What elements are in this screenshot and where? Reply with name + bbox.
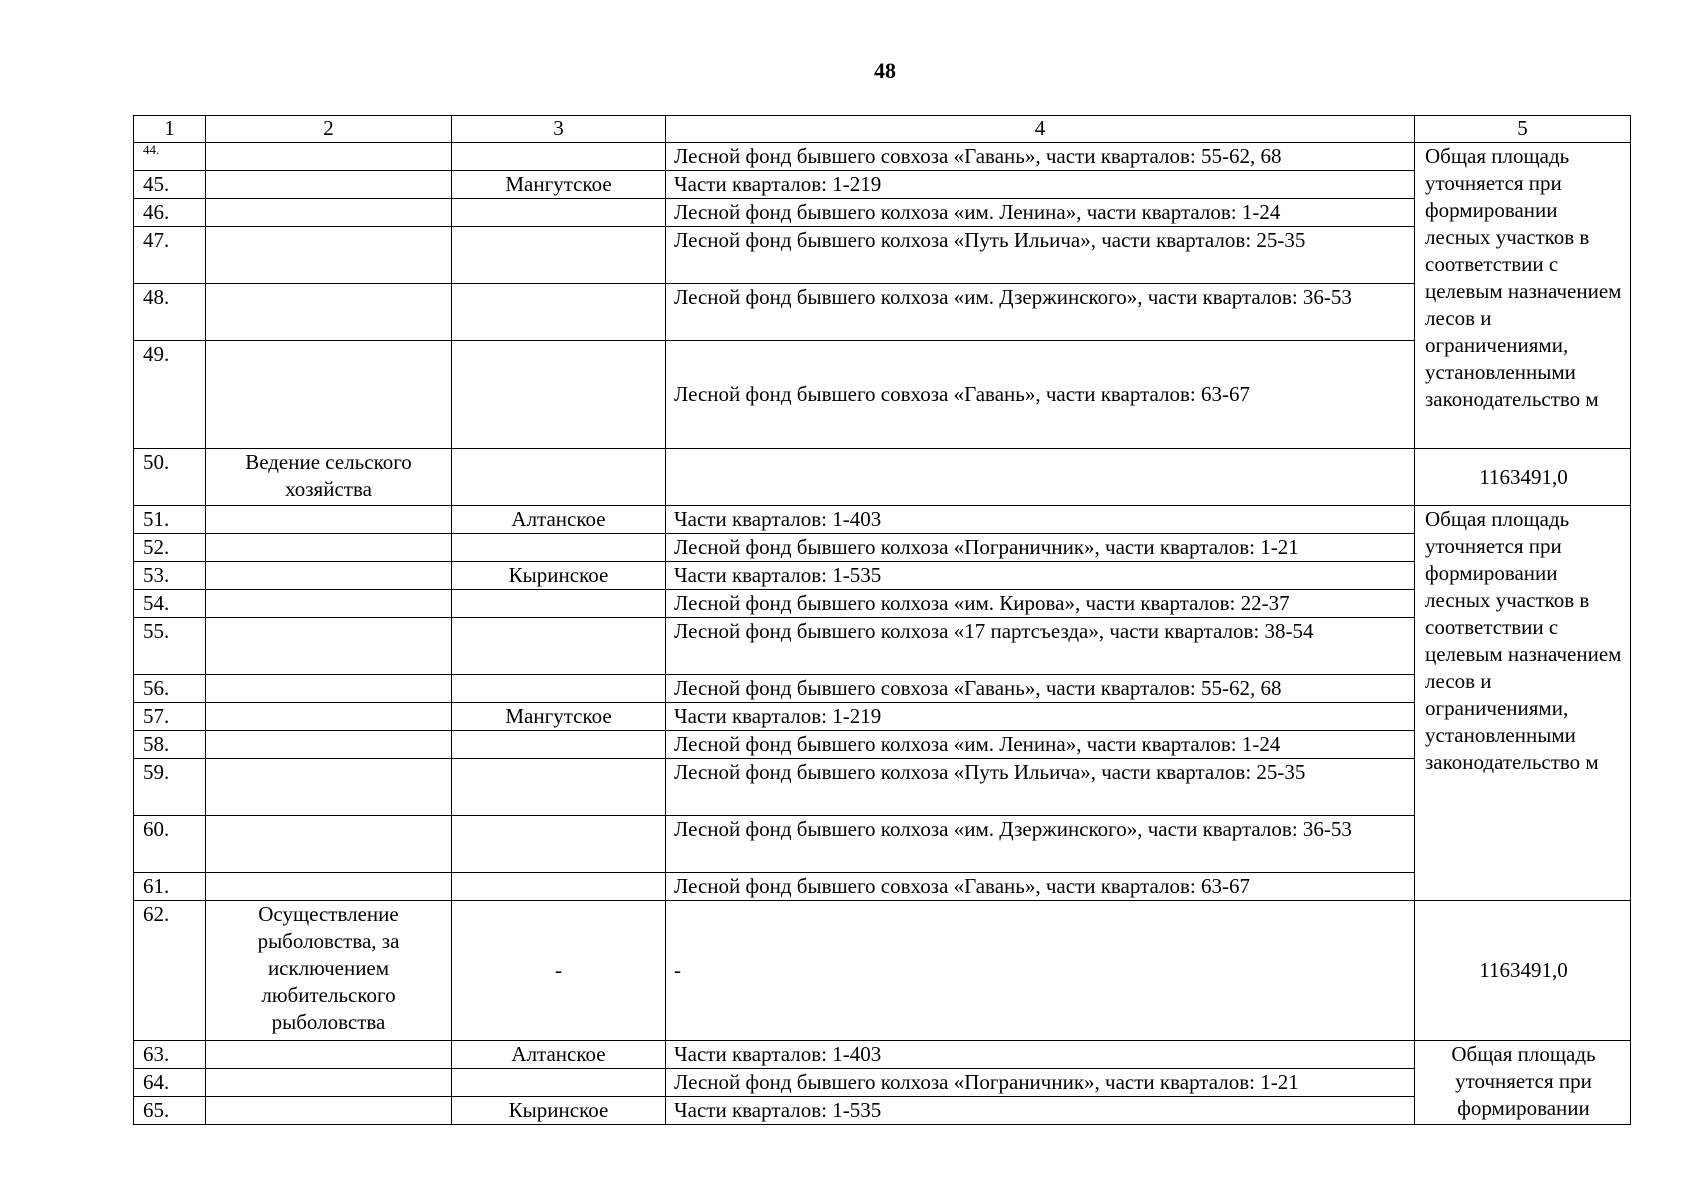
row-number: 55. [134,618,206,675]
row-number: 64. [134,1069,206,1097]
table-row [134,449,1631,506]
row-number: 51. [134,506,206,534]
forestry-district-cell [452,449,666,506]
quarters-cell: Лесной фонд бывшего колхоза «им. Кирова», части кварталов: 22-37 [666,590,1415,618]
table-row [134,534,1631,562]
forest-plot-table [133,115,1631,1125]
purpose-cell [206,590,452,618]
quarters-cell: Лесной фонд бывшего колхоза «им. Дзержинского», части кварталов: 36-53 [666,284,1415,341]
purpose-cell [206,171,452,199]
table-row [134,1097,1631,1125]
table-row [134,341,1631,449]
purpose-cell [206,618,452,675]
quarters-cell: Лесной фонд бывшего колхоза «им. Ленина», части кварталов: 1-24 [666,199,1415,227]
quarters-cell: Части кварталов: 1-535 [666,562,1415,590]
table-row [134,731,1631,759]
quarters-cell: Лесной фонд бывшего колхоза «Пограничник», части кварталов: 1-21 [666,1069,1415,1097]
area-value-cell: 1163491,0 [1415,449,1631,506]
quarters-cell: Части кварталов: 1-403 [666,1041,1415,1069]
purpose-cell [206,506,452,534]
row-number: 44. [134,143,206,171]
row-number: 50. [134,449,206,506]
purpose-cell [206,562,452,590]
purpose-cell [206,534,452,562]
row-number: 65. [134,1097,206,1125]
quarters-cell: Лесной фонд бывшего совхоза «Гавань», части кварталов: 63-67 [666,341,1415,449]
column-header: 5 [1415,116,1631,143]
column-header: 4 [666,116,1415,143]
forestry-district-cell: Алтанское [452,506,666,534]
forestry-district-cell [452,873,666,901]
purpose-cell [206,873,452,901]
quarters-cell: Части кварталов: 1-219 [666,703,1415,731]
forestry-district-cell [452,341,666,449]
page-number: 48 [874,58,896,83]
quarters-cell: Лесной фонд бывшего совхоза «Гавань», части кварталов: 63-67 [666,873,1415,901]
area-note-cell: Общая площадь уточняется при формировании лесных участков в соответствии с целевым назначением лесов и ограничениями, установленными законодательство м [1415,506,1631,901]
purpose-cell [206,341,452,449]
row-number: 59. [134,759,206,816]
purpose-cell [206,1041,452,1069]
quarters-cell: Лесной фонд бывшего совхоза «Гавань», части кварталов: 55-62, 68 [666,675,1415,703]
table-row [134,199,1631,227]
forestry-district-cell [452,227,666,284]
column-header: 2 [206,116,452,143]
quarters-cell: Лесной фонд бывшего колхоза «им. Ленина», части кварталов: 1-24 [666,731,1415,759]
row-number: 52. [134,534,206,562]
purpose-cell [206,199,452,227]
purpose-cell: Осуществление рыболовства, за исключением любительского рыболовства [206,901,452,1041]
table-row [134,675,1631,703]
area-note-cell: Общая площадь уточняется при формировании [1415,1041,1631,1125]
purpose-cell [206,1097,452,1125]
row-number: 57. [134,703,206,731]
column-header: 1 [134,116,206,143]
forestry-district-cell [452,618,666,675]
table-row [134,562,1631,590]
row-number: 47. [134,227,206,284]
forestry-district-cell: Алтанское [452,1041,666,1069]
forestry-district-cell [452,143,666,171]
forestry-district-cell [452,731,666,759]
quarters-cell [666,449,1415,506]
purpose-cell [206,227,452,284]
table-row [134,1069,1631,1097]
quarters-cell: Части кварталов: 1-535 [666,1097,1415,1125]
forestry-district-cell [452,199,666,227]
column-header: 3 [452,116,666,143]
table-row [134,618,1631,675]
purpose-cell [206,816,452,873]
area-value-cell: 1163491,0 [1415,901,1631,1041]
purpose-cell [206,1069,452,1097]
row-number: 60. [134,816,206,873]
table-row [134,506,1631,534]
forestry-district-cell [452,759,666,816]
purpose-cell [206,703,452,731]
table-row [134,873,1631,901]
quarters-cell: Лесной фонд бывшего колхоза «им. Дзержинского», части кварталов: 36-53 [666,816,1415,873]
table-row [134,703,1631,731]
purpose-cell [206,284,452,341]
purpose-cell [206,731,452,759]
row-number: 56. [134,675,206,703]
forestry-district-cell [452,534,666,562]
quarters-cell: - [666,901,1415,1041]
forestry-district-cell [452,675,666,703]
row-number: 62. [134,901,206,1041]
forestry-district-cell: Кыринское [452,1097,666,1125]
table-row [134,284,1631,341]
table-row [134,171,1631,199]
table-row [134,143,1631,171]
purpose-cell [206,759,452,816]
forestry-district-cell: Кыринское [452,562,666,590]
quarters-cell: Лесной фонд бывшего колхоза «Пограничник», части кварталов: 1-21 [666,534,1415,562]
table-row [134,901,1631,1041]
quarters-cell: Части кварталов: 1-219 [666,171,1415,199]
area-note-cell: Общая площадь уточняется при формировании лесных участков в соответствии с целевым назначением лесов и ограничениями, установленными законодательство м [1415,143,1631,449]
quarters-cell: Лесной фонд бывшего колхоза «Путь Ильича», части кварталов: 25-35 [666,759,1415,816]
forestry-district-cell [452,284,666,341]
forestry-district-cell [452,816,666,873]
purpose-cell: Ведение сельского хозяйства [206,449,452,506]
row-number: 48. [134,284,206,341]
row-number: 61. [134,873,206,901]
table-row [134,1041,1631,1069]
quarters-cell: Лесной фонд бывшего совхоза «Гавань», части кварталов: 55-62, 68 [666,143,1415,171]
forestry-district-cell: Мангутское [452,171,666,199]
table-row [134,590,1631,618]
quarters-cell: Лесной фонд бывшего колхоза «Путь Ильича», части кварталов: 25-35 [666,227,1415,284]
row-number: 46. [134,199,206,227]
forestry-district-cell: - [452,901,666,1041]
table-header-row [134,116,1631,143]
forestry-district-cell [452,590,666,618]
forestry-district-cell: Мангутское [452,703,666,731]
row-number: 54. [134,590,206,618]
row-number: 63. [134,1041,206,1069]
quarters-cell: Лесной фонд бывшего колхоза «17 партсъезда», части кварталов: 38-54 [666,618,1415,675]
purpose-cell [206,675,452,703]
row-number: 49. [134,341,206,449]
row-number: 45. [134,171,206,199]
row-number: 58. [134,731,206,759]
purpose-cell [206,143,452,171]
table-row [134,816,1631,873]
table-row [134,227,1631,284]
row-number: 53. [134,562,206,590]
quarters-cell: Части кварталов: 1-403 [666,506,1415,534]
forestry-district-cell [452,1069,666,1097]
table-row [134,759,1631,816]
